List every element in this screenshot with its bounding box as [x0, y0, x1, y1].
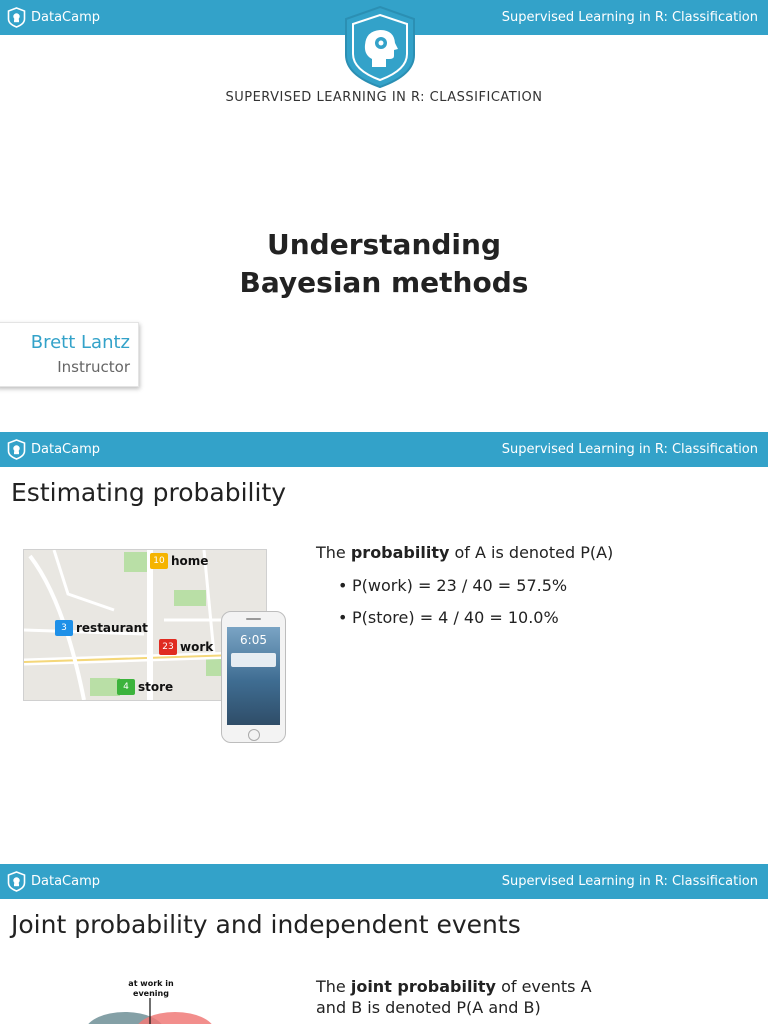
bold-term: joint probability [350, 977, 496, 996]
count-badge: 4 [117, 679, 135, 695]
place-label: store [138, 680, 174, 694]
top-bar [0, 432, 768, 467]
bullet-item: • P(work) = 23 / 40 = 57.5% [338, 575, 616, 596]
count-badge: 3 [55, 620, 73, 636]
count-badge: 23 [159, 639, 177, 655]
slide-main-title [0, 226, 768, 302]
place-label: home [171, 554, 209, 568]
probability-definition [316, 542, 616, 639]
datacamp-logo-icon [7, 871, 26, 892]
map-label-home [150, 553, 208, 569]
instructor-name: Brett Lantz [30, 332, 130, 353]
brand [7, 7, 100, 28]
title-line-2: Bayesian methods [239, 266, 529, 299]
slide-title: Joint probability and independent events [11, 910, 521, 939]
brand-name: DataCamp [31, 442, 100, 457]
slide-title: Estimating probability [11, 478, 287, 507]
top-bar [0, 864, 768, 899]
brand-name: DataCamp [31, 10, 100, 25]
venn-caption: at work in evening [128, 979, 174, 998]
slide-joint-probability [0, 864, 768, 1024]
bold-term: probability [350, 543, 450, 562]
phone-clock: 6:05 [240, 633, 267, 647]
phone-notification [231, 653, 276, 667]
phone-speaker [246, 618, 261, 620]
course-caption: SUPERVISED LEARNING IN R: CLASSIFICATION [225, 90, 543, 105]
phone-home-button [248, 729, 260, 741]
definition-text: The probability of A is denoted P(A) [316, 543, 614, 562]
place-label: restaurant [76, 621, 148, 635]
phone-illustration [221, 611, 286, 743]
count-badge: 10 [150, 553, 168, 569]
course-badge-icon [342, 5, 418, 89]
place-label: work [180, 640, 214, 654]
joint-probability-definition: The joint probability of events A and B is denoted P(A and B) [316, 977, 592, 1017]
course-name: Supervised Learning in R: Classification [501, 442, 758, 457]
venn-diagram [70, 998, 230, 1024]
datacamp-logo-icon [7, 439, 26, 460]
slide-estimating-probability [0, 432, 768, 864]
phone-screen [227, 627, 280, 725]
bullet-list [338, 575, 616, 628]
map-label-restaurant [55, 620, 148, 636]
title-line-1: Understanding [266, 228, 501, 261]
datacamp-logo-icon [7, 7, 26, 28]
brand [7, 439, 100, 460]
course-name: Supervised Learning in R: Classification [501, 874, 758, 889]
instructor-role: Instructor [57, 358, 130, 376]
slide-title-slide [0, 0, 768, 432]
brand-name: DataCamp [31, 874, 100, 889]
map-label-work [159, 639, 213, 655]
course-name: Supervised Learning in R: Classification [501, 10, 758, 25]
bullet-item: • P(store) = 4 / 40 = 10.0% [338, 607, 616, 628]
brand [7, 871, 100, 892]
map-label-store [117, 679, 173, 695]
instructor-card [0, 322, 139, 387]
